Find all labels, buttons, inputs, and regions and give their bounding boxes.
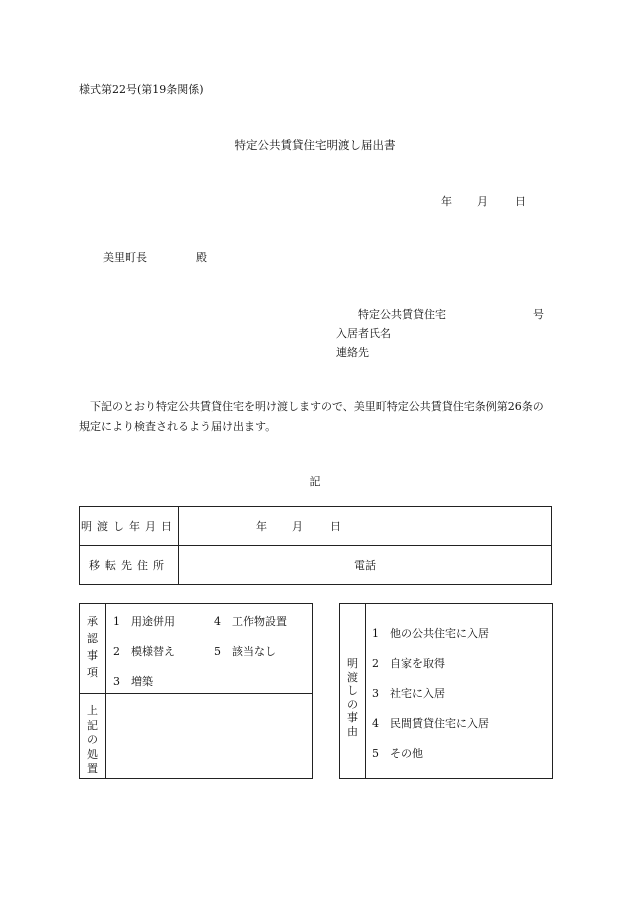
approval-option[interactable]: 3 増築 xyxy=(113,675,153,688)
reason-option[interactable]: 5 その他 xyxy=(372,747,423,760)
addressee-name: 美里町長 xyxy=(103,251,147,264)
move-out-reason-box xyxy=(339,603,553,779)
move-out-date-label: 明渡し年月日 xyxy=(80,507,179,546)
phone-label: 電話 xyxy=(354,559,376,572)
contact-label: 連絡先 xyxy=(336,346,369,359)
submission-date xyxy=(441,193,526,209)
move-out-info-table xyxy=(79,506,552,585)
approval-option[interactable]: 5 該当なし xyxy=(214,645,276,658)
reason-label: 明 渡 し の 事 由 xyxy=(347,657,358,738)
move-out-date-field[interactable] xyxy=(179,507,552,546)
new-address-row xyxy=(80,546,552,585)
ki-heading: 記 xyxy=(309,475,321,488)
disposition-field[interactable] xyxy=(106,694,312,778)
new-address-label: 移転先住所 xyxy=(80,546,179,585)
date-day-label: 日 xyxy=(330,520,341,533)
reason-option[interactable]: 4 民間賃貸住宅に入居 xyxy=(372,717,489,730)
approval-option[interactable]: 4 工作物設置 xyxy=(214,615,287,628)
approval-box xyxy=(79,603,313,779)
approval-option[interactable]: 1 用途併用 xyxy=(113,615,175,628)
reason-option[interactable]: 2 自家を取得 xyxy=(372,657,445,670)
new-address-field[interactable] xyxy=(179,546,552,585)
date-year-label: 年 xyxy=(256,520,267,533)
disposition-label: 上 記 の 処 置 xyxy=(87,704,98,775)
move-out-date-row xyxy=(80,507,552,546)
applicant-block xyxy=(336,305,544,362)
month-label: 月 xyxy=(477,195,488,208)
addressee-honorific: 殿 xyxy=(196,251,207,264)
date-month-label: 月 xyxy=(292,520,303,533)
reason-option[interactable]: 3 社宅に入居 xyxy=(372,687,445,700)
divider xyxy=(365,604,366,778)
resident-name-label: 入居者氏名 xyxy=(336,327,391,340)
housing-label: 特定公共賃貸住宅 xyxy=(358,308,446,321)
day-label: 日 xyxy=(515,195,526,208)
approval-option[interactable]: 2 模様替え xyxy=(113,645,175,658)
reason-option[interactable]: 1 他の公共住宅に入居 xyxy=(372,627,489,640)
body-text: 下記のとおり特定公共賃貸住宅を明け渡しますので、美里町特定公共賃貸住宅条例第26条の規定により検査されるよう届け出ます。 xyxy=(79,400,544,433)
number-suffix: 号 xyxy=(533,308,544,321)
form-number: 様式第22号(第19条関係) xyxy=(79,83,204,96)
approval-label: 承 認 事 項 xyxy=(87,615,98,679)
addressee xyxy=(103,249,207,265)
document-title: 特定公共賃貸住宅明渡し届出書 xyxy=(234,138,396,152)
year-label: 年 xyxy=(441,195,452,208)
